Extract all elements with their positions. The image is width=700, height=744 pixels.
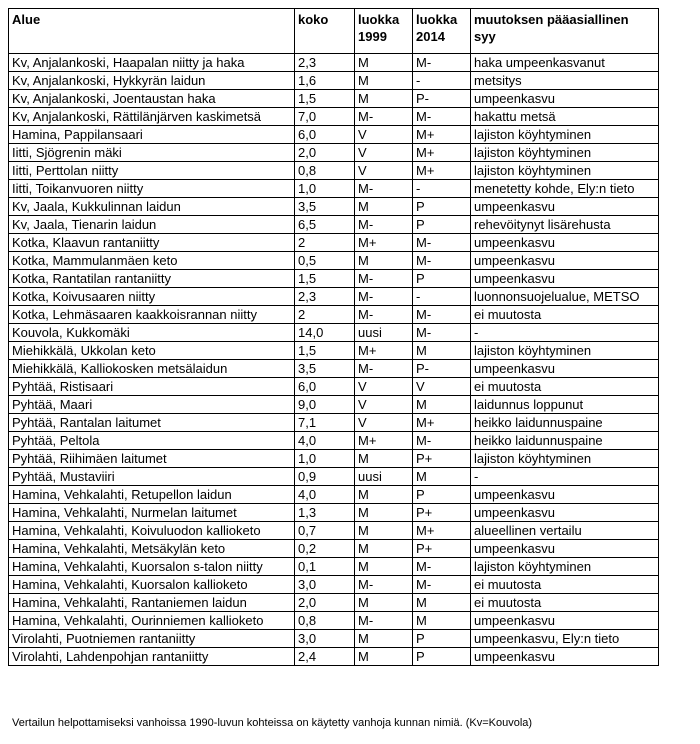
cell-class-2014: M- [413,306,471,324]
cell-class-2014: M+ [413,144,471,162]
table-row [9,54,659,72]
cell-size: 0,1 [295,558,355,576]
header-change-reason: muutoksen pääasiallinen syy [471,9,659,54]
cell-class-2014: M [413,594,471,612]
cell-class-2014: M- [413,54,471,72]
cell-class-2014: M+ [413,126,471,144]
cell-class-1999: M [355,486,413,504]
cell-change-reason: umpeenkasvu [471,90,659,108]
cell-change-reason: lajiston köyhtyminen [471,162,659,180]
cell-class-2014: P [413,216,471,234]
cell-class-1999: M+ [355,342,413,360]
header-class-2014: luokka 2014 [413,9,471,54]
cell-area: Hamina, Vehkalahti, Koivuluodon kallioketo [9,522,295,540]
cell-class-1999: M [355,504,413,522]
cell-area: Iitti, Perttolan niitty [9,162,295,180]
table-row [9,576,659,594]
table-row [9,648,659,666]
header-row [9,9,659,54]
table-row [9,108,659,126]
table-row [9,342,659,360]
cell-change-reason: ei muutosta [471,378,659,396]
cell-class-1999: M- [355,306,413,324]
cell-area: Virolahti, Lahdenpohjan rantaniitty [9,648,295,666]
cell-class-1999: M [355,630,413,648]
cell-change-reason: umpeenkasvu [471,234,659,252]
cell-class-2014: P [413,486,471,504]
table-row [9,162,659,180]
cell-change-reason: lajiston köyhtyminen [471,558,659,576]
cell-class-1999: V [355,378,413,396]
cell-area: Hamina, Vehkalahti, Kuorsalon kallioketo [9,576,295,594]
cell-class-2014: M+ [413,162,471,180]
cell-size: 9,0 [295,396,355,414]
cell-class-1999: V [355,144,413,162]
cell-size: 1,6 [295,72,355,90]
cell-size: 0,9 [295,468,355,486]
cell-class-1999: M- [355,576,413,594]
cell-area: Pyhtää, Rantalan laitumet [9,414,295,432]
cell-change-reason: umpeenkasvu [471,270,659,288]
cell-area: Virolahti, Puotniemen rantaniitty [9,630,295,648]
cell-area: Kouvola, Kukkomäki [9,324,295,342]
table-row [9,216,659,234]
cell-area: Hamina, Pappilansaari [9,126,295,144]
cell-change-reason: umpeenkasvu [471,360,659,378]
cell-size: 3,5 [295,360,355,378]
cell-change-reason: umpeenkasvu [471,648,659,666]
cell-class-2014: M [413,468,471,486]
cell-area: Pyhtää, Ristisaari [9,378,295,396]
cell-class-1999: V [355,396,413,414]
cell-change-reason: heikko laidunnuspaine [471,432,659,450]
cell-size: 4,0 [295,486,355,504]
cell-area: Iitti, Toikanvuoren niitty [9,180,295,198]
cell-change-reason: lajiston köyhtyminen [471,126,659,144]
cell-class-2014: M- [413,234,471,252]
table-row [9,468,659,486]
cell-size: 7,0 [295,108,355,126]
cell-class-1999: M [355,540,413,558]
cell-change-reason: heikko laidunnuspaine [471,414,659,432]
cell-size: 0,8 [295,162,355,180]
cell-size: 0,2 [295,540,355,558]
cell-change-reason: umpeenkasvu [471,198,659,216]
cell-class-1999: M+ [355,432,413,450]
cell-area: Kotka, Klaavun rantaniitty [9,234,295,252]
cell-change-reason: lajiston köyhtyminen [471,450,659,468]
cell-class-2014: P [413,648,471,666]
cell-class-1999: M [355,648,413,666]
cell-area: Kv, Jaala, Tienarin laidun [9,216,295,234]
cell-class-1999: V [355,414,413,432]
table-body [9,54,659,666]
cell-class-2014: P [413,198,471,216]
cell-class-1999: uusi [355,468,413,486]
cell-class-1999: V [355,126,413,144]
cell-class-2014: P- [413,360,471,378]
cell-area: Hamina, Vehkalahti, Rantaniemen laidun [9,594,295,612]
cell-class-2014: P [413,630,471,648]
cell-area: Kv, Anjalankoski, Rättilänjärven kaskimetsä [9,108,295,126]
cell-change-reason: metsitys [471,72,659,90]
table-header [9,9,659,54]
table-row [9,558,659,576]
cell-class-2014: M- [413,252,471,270]
cell-area: Kotka, Lehmäsaaren kaakkoisrannan niitty [9,306,295,324]
cell-class-2014: P+ [413,450,471,468]
cell-change-reason: menetetty kohde, Ely:n tieto [471,180,659,198]
cell-area: Miehikkälä, Kalliokosken metsälaidun [9,360,295,378]
cell-change-reason: ei muutosta [471,594,659,612]
cell-size: 1,5 [295,90,355,108]
table-row [9,306,659,324]
cell-class-2014: M [413,396,471,414]
cell-class-1999: M [355,522,413,540]
table-row [9,450,659,468]
cell-change-reason: lajiston köyhtyminen [471,144,659,162]
cell-class-1999: uusi [355,324,413,342]
cell-class-2014: M [413,612,471,630]
cell-class-2014: - [413,288,471,306]
cell-class-1999: M- [355,288,413,306]
cell-class-2014: P- [413,90,471,108]
cell-area: Kv, Jaala, Kukkulinnan laidun [9,198,295,216]
cell-size: 2 [295,234,355,252]
header-size: koko [295,9,355,54]
header-class-1999: luokka 1999 [355,9,413,54]
cell-class-2014: P+ [413,504,471,522]
cell-class-1999: M- [355,270,413,288]
cell-size: 2,0 [295,594,355,612]
table-row [9,486,659,504]
table-row [9,90,659,108]
cell-class-2014: M- [413,108,471,126]
cell-size: 0,5 [295,252,355,270]
cell-size: 2 [295,306,355,324]
table-row [9,522,659,540]
cell-class-1999: M+ [355,234,413,252]
cell-change-reason: umpeenkasvu [471,486,659,504]
cell-class-1999: M [355,252,413,270]
cell-size: 6,0 [295,378,355,396]
cell-class-1999: M [355,90,413,108]
table-row [9,432,659,450]
table-row [9,612,659,630]
cell-size: 1,3 [295,504,355,522]
cell-size: 2,3 [295,54,355,72]
cell-change-reason: umpeenkasvu [471,540,659,558]
table-row [9,540,659,558]
table-row [9,414,659,432]
cell-area: Pyhtää, Peltola [9,432,295,450]
cell-change-reason: hakattu metsä [471,108,659,126]
cell-class-2014: M- [413,324,471,342]
cell-size: 3,0 [295,630,355,648]
table-row [9,360,659,378]
cell-class-2014: M- [413,558,471,576]
cell-class-1999: M [355,72,413,90]
table-row [9,198,659,216]
cell-size: 1,5 [295,342,355,360]
table-row [9,396,659,414]
cell-size: 0,7 [295,522,355,540]
cell-area: Hamina, Vehkalahti, Metsäkylän keto [9,540,295,558]
site-comparison-table [8,8,659,666]
cell-area: Kotka, Koivusaaren niitty [9,288,295,306]
cell-change-reason: alueellinen vertailu [471,522,659,540]
cell-class-2014: P+ [413,540,471,558]
table-row [9,234,659,252]
cell-size: 4,0 [295,432,355,450]
cell-size: 0,8 [295,612,355,630]
cell-size: 3,5 [295,198,355,216]
cell-class-1999: M [355,594,413,612]
header-area: Alue [9,9,295,54]
cell-size: 6,0 [295,126,355,144]
table-row [9,504,659,522]
cell-size: 7,1 [295,414,355,432]
cell-class-2014: M- [413,432,471,450]
cell-area: Miehikkälä, Ukkolan keto [9,342,295,360]
table-row [9,324,659,342]
table-row [9,180,659,198]
cell-change-reason: luonnonsuojelualue, METSO [471,288,659,306]
cell-class-2014: M [413,342,471,360]
table-row [9,288,659,306]
table-row [9,144,659,162]
cell-class-1999: M [355,450,413,468]
cell-change-reason: rehevöitynyt lisärehusta [471,216,659,234]
table-row [9,594,659,612]
cell-change-reason: umpeenkasvu [471,504,659,522]
cell-area: Hamina, Vehkalahti, Ourinniemen kallioketo [9,612,295,630]
cell-change-reason: umpeenkasvu, Ely:n tieto [471,630,659,648]
cell-class-1999: M- [355,216,413,234]
cell-area: Hamina, Vehkalahti, Nurmelan laitumet [9,504,295,522]
cell-change-reason: ei muutosta [471,576,659,594]
cell-change-reason: - [471,468,659,486]
cell-change-reason: haka umpeenkasvanut [471,54,659,72]
cell-size: 1,5 [295,270,355,288]
cell-area: Kv, Anjalankoski, Joentaustan haka [9,90,295,108]
cell-size: 14,0 [295,324,355,342]
cell-area: Kv, Anjalankoski, Haapalan niitty ja haka [9,54,295,72]
cell-size: 2,0 [295,144,355,162]
cell-area: Hamina, Vehkalahti, Kuorsalon s-talon niitty [9,558,295,576]
cell-change-reason: lajiston köyhtyminen [471,342,659,360]
cell-area: Pyhtää, Mustaviiri [9,468,295,486]
cell-class-1999: M- [355,612,413,630]
footnote: Vertailun helpottamiseksi vanhoissa 1990-luvun kohteissa on käytetty vanhoja kunnan nimiä. (Kv=Kouvola) [12,717,533,729]
cell-area: Pyhtää, Maari [9,396,295,414]
cell-class-1999: V [355,162,413,180]
table-row [9,630,659,648]
cell-class-1999: M- [355,180,413,198]
cell-change-reason: umpeenkasvu [471,612,659,630]
cell-class-1999: M- [355,108,413,126]
cell-size: 1,0 [295,180,355,198]
cell-class-2014: M- [413,576,471,594]
cell-area: Iitti, Sjögrenin mäki [9,144,295,162]
cell-class-1999: M [355,558,413,576]
cell-class-1999: M [355,54,413,72]
cell-class-1999: M- [355,360,413,378]
cell-size: 6,5 [295,216,355,234]
cell-class-1999: M [355,198,413,216]
cell-size: 1,0 [295,450,355,468]
cell-change-reason: - [471,324,659,342]
table-row [9,72,659,90]
cell-change-reason: laidunnus loppunut [471,396,659,414]
cell-size: 3,0 [295,576,355,594]
cell-area: Pyhtää, Riihimäen laitumet [9,450,295,468]
table-row [9,126,659,144]
table-row [9,378,659,396]
cell-class-2014: - [413,72,471,90]
cell-area: Kotka, Mammulanmäen keto [9,252,295,270]
cell-area: Hamina, Vehkalahti, Retupellon laidun [9,486,295,504]
cell-size: 2,3 [295,288,355,306]
cell-class-2014: P [413,270,471,288]
table-row [9,270,659,288]
cell-class-2014: M+ [413,522,471,540]
cell-area: Kv, Anjalankoski, Hykkyrän laidun [9,72,295,90]
cell-area: Kotka, Rantatilan rantaniitty [9,270,295,288]
cell-change-reason: umpeenkasvu [471,252,659,270]
cell-size: 2,4 [295,648,355,666]
cell-class-2014: V [413,378,471,396]
cell-change-reason: ei muutosta [471,306,659,324]
cell-class-2014: - [413,180,471,198]
cell-class-2014: M+ [413,414,471,432]
table-row [9,252,659,270]
